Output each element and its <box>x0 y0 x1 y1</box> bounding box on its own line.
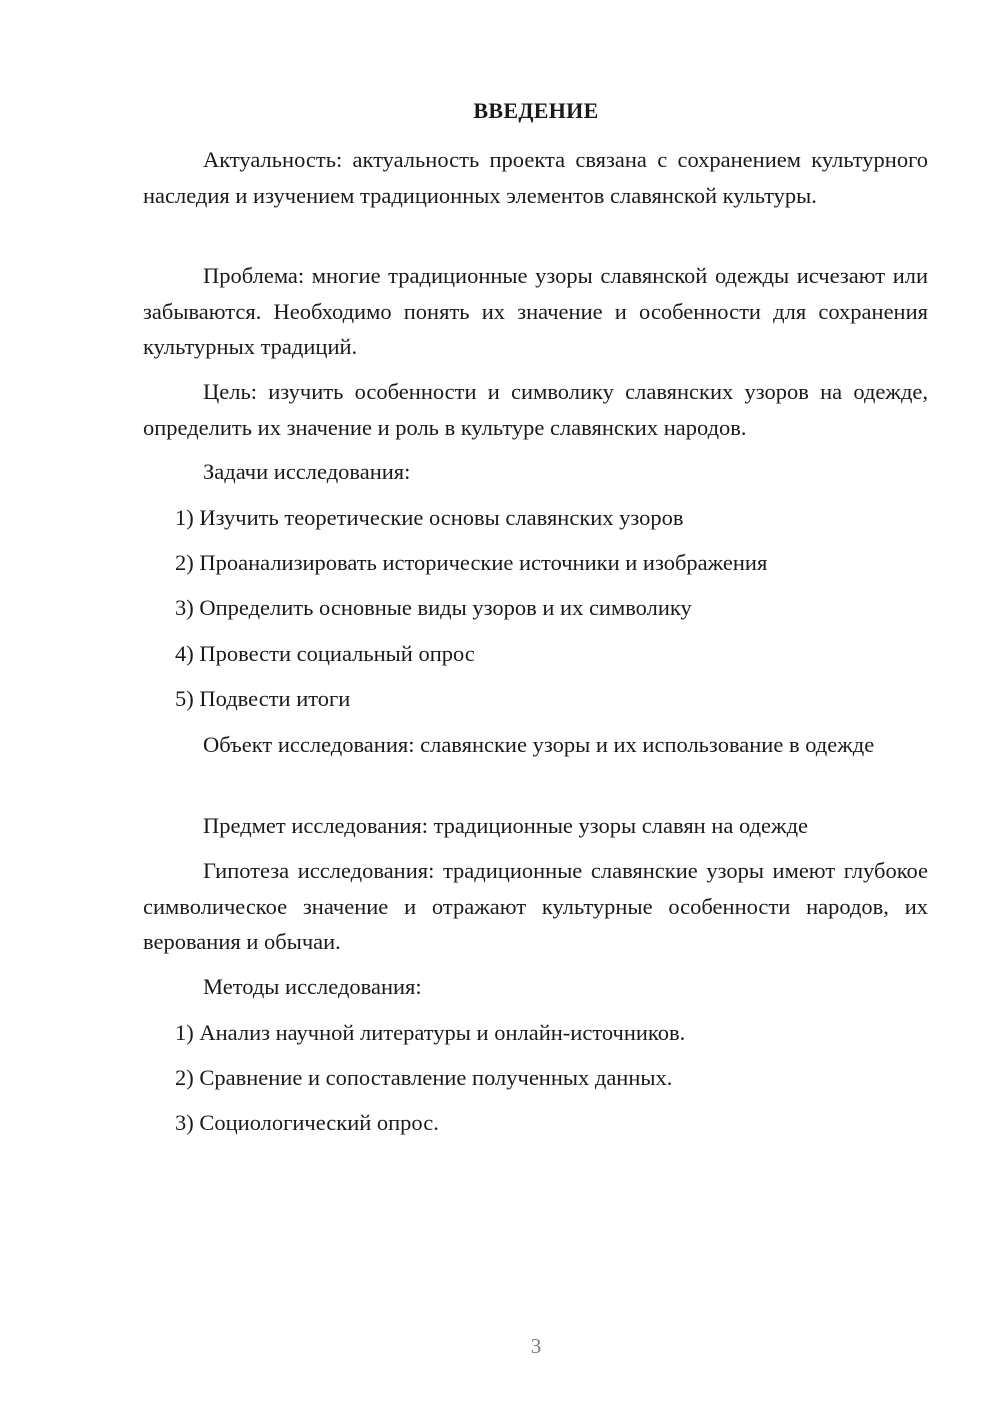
relevance-paragraph: Актуальность: актуальность проекта связана с сохранением культурного наследия и изучением традиционных элементов славянской культуры. <box>143 147 928 208</box>
methods-title: Методы исследования: <box>203 974 422 999</box>
hypothesis-paragraph: Гипотеза исследования: традиционные славянские узоры имеют глубокое символическое значение и отражают культурные особенности народов, их верования и обычаи. <box>143 858 928 954</box>
task-item: 1) Изучить теоретические основы славянских узоров <box>175 505 684 530</box>
task-item: 5) Подвести итоги <box>175 686 351 711</box>
method-item: 1) Анализ научной литературы и онлайн-источников. <box>175 1020 686 1045</box>
method-item: 2) Сравнение и сопоставление полученных данных. <box>175 1065 673 1090</box>
tasks-title: Задачи исследования: <box>203 459 411 484</box>
page-number: 3 <box>530 1334 542 1358</box>
object-paragraph: Объект исследования: славянские узоры и их использование в одежде <box>203 732 875 757</box>
section-heading: ВВЕДЕНИЕ <box>473 98 599 123</box>
goal-paragraph: Цель: изучить особенности и символику славянских узоров на одежде, определить их значение и роль в культуре славянских народов. <box>143 379 928 440</box>
subject-paragraph: Предмет исследования: традиционные узоры славян на одежде <box>203 813 809 838</box>
task-item: 2) Проанализировать исторические источники и изображения <box>175 550 768 575</box>
task-item: 3) Определить основные виды узоров и их символику <box>175 595 692 620</box>
task-item: 4) Провести социальный опрос <box>175 641 475 666</box>
method-item: 3) Социологический опрос. <box>175 1110 439 1135</box>
problem-paragraph: Проблема: многие традиционные узоры славянской одежды исчезают или забываются. Необходимо понять их значение и особенности для сохранения культурных традиций. <box>143 263 928 359</box>
